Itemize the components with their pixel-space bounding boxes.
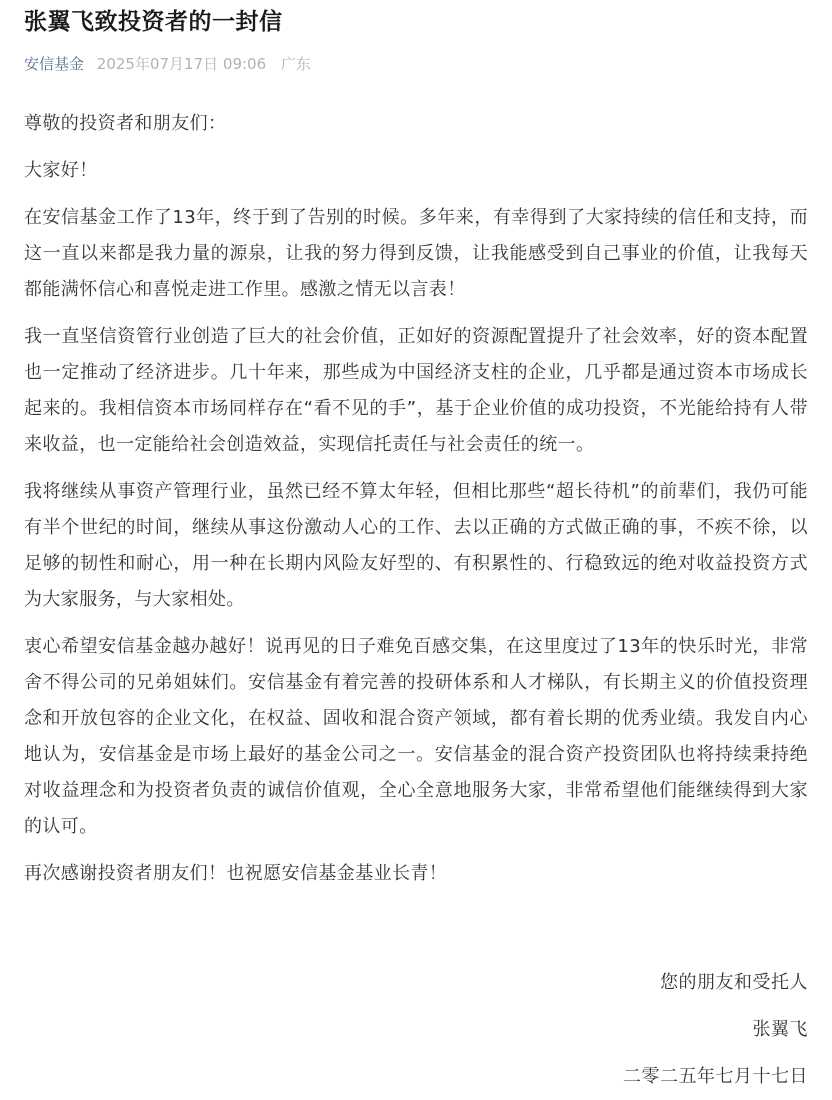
article-content — [24, 106, 808, 892]
signature-name: 张翼飞 — [752, 1019, 808, 1040]
salutation: 大家好！ — [24, 160, 98, 181]
signature-block — [24, 964, 808, 1095]
paragraph-farewell: 在安信基金工作了13年，终于到了告别的时候。多年来，有幸得到了大家持续的信任和支持，而这一直以来都是我力量的源泉，让我的努力得到反馈，让我能感受到自己事业的价值，让我每天都能满怀信心和喜悦走进工作里。感激之情无以言表！ — [24, 207, 808, 300]
paragraph-company-wishes: 衷心希望安信基金越办越好！说再见的日子难免百感交集，在这里度过了13年的快乐时光，非常舍不得公司的兄弟姐妹们。安信基金有着完善的投研体系和人才梯队，有长期主义的价值投资理念和开放包容的企业文化，在权益、固收和混合资产领域，都有着长期的优秀业绩。我发自内心地认为，安信基金是市场上最好的基金公司之一。安信基金的混合资产投资团队也将持续秉持绝对收益理念和为投资者负责的诚信价值观，全心全意地服务大家，非常希望他们能继续得到大家的认可。 — [24, 636, 808, 837]
publish-time: 2025年07月17日 09:06 — [96, 55, 267, 73]
paragraph-future-plans: 我将继续从事资产管理行业，虽然已经不算太年轻，但相比那些“超长待机”的前辈们，我仍可能有半个世纪的时间，继续从事这份激动人心的工作、去以正确的方式做正确的事，不疾不徐，以足够的韧性和耐心，用一种在长期内风险友好型的、有积累性的、行稳致远的绝对收益投资方式为大家服务，与大家相处。 — [24, 481, 808, 610]
article-meta — [24, 52, 808, 76]
paragraph-thanks: 再次感谢投资者朋友们！也祝愿安信基金基业长青！ — [24, 863, 448, 884]
paragraph-industry-value: 我一直坚信资管行业创造了巨大的社会价值，正如好的资源配置提升了社会效率，好的资本配置也一定推动了经济进步。几十年来，那些成为中国经济支柱的企业，几乎都是通过资本市场成长起来的。我相信资本市场同样存在“看不见的手”，基于企业价值的成功投资，不光能给持有人带来收益，也一定能给社会创造效益，实现信托责任与社会责任的统一。 — [24, 326, 808, 455]
account-name-link[interactable]: 安信基金 — [24, 55, 85, 73]
article-title: 张翼飞致投资者的一封信 — [24, 9, 283, 35]
greeting: 尊敬的投资者和朋友们： — [24, 113, 227, 134]
signature-closing: 您的朋友和受托人 — [660, 972, 808, 993]
signature-date: 二零二五年七月十七日 — [623, 1066, 808, 1087]
publish-location: 广东 — [280, 55, 311, 73]
